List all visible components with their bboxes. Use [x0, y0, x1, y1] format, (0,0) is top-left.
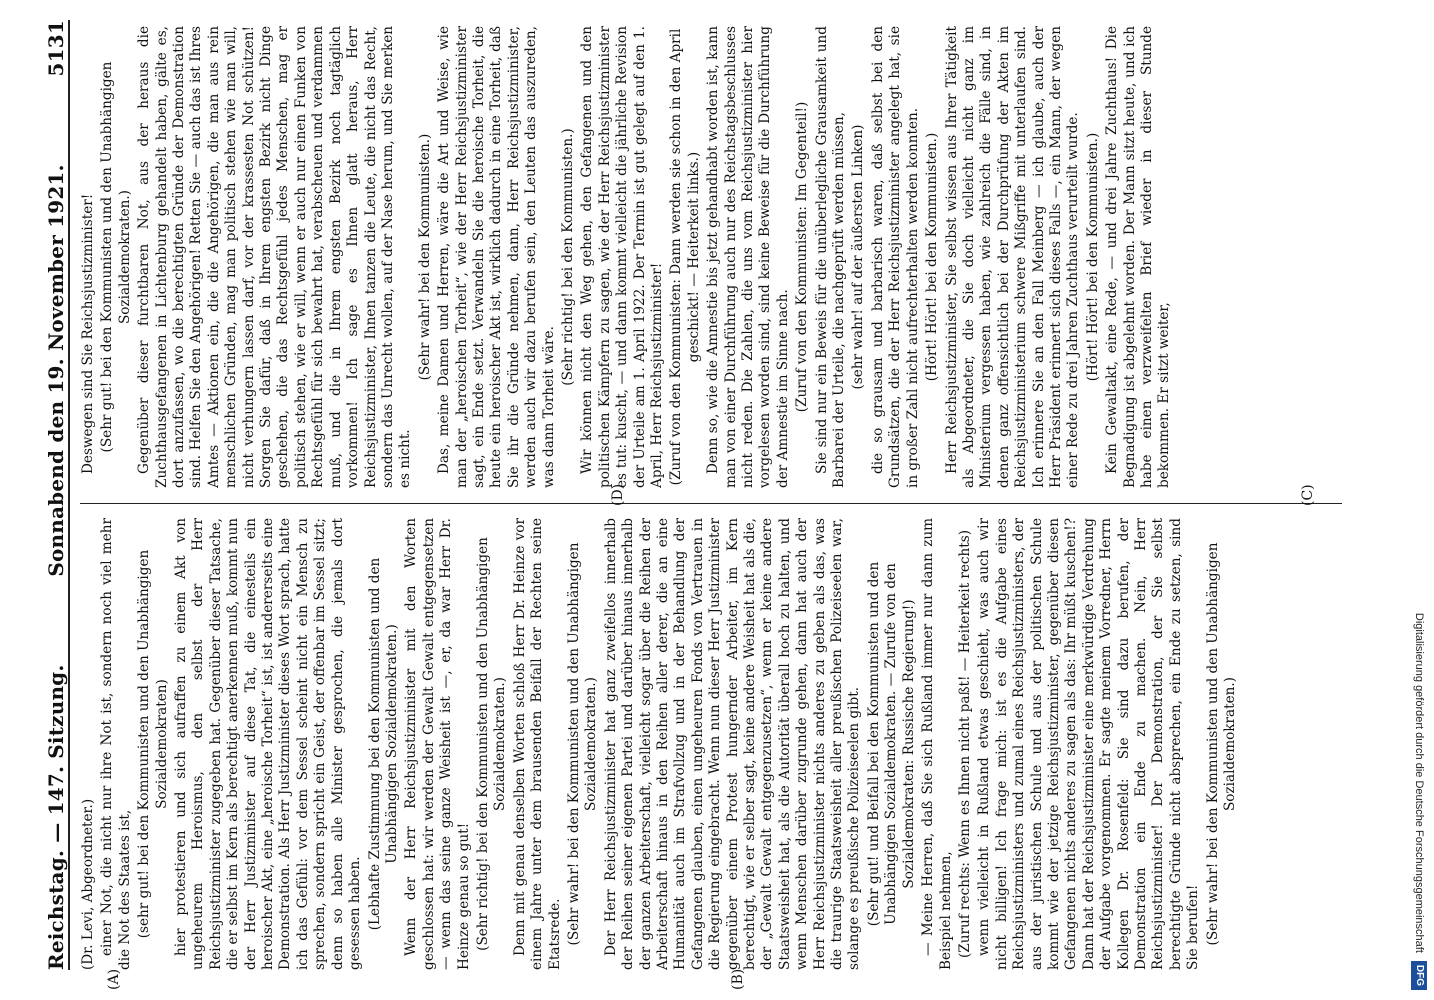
- margin-marker-d: (D): [610, 483, 626, 506]
- paragraph: (Sehr wahr! bei den Kommunisten.): [416, 133, 433, 381]
- paragraph: — Meine Herren, daß Sie sich Rußland immer nur dann zum Beispiel nehmen,: [920, 518, 954, 970]
- page-number: 5131: [44, 20, 68, 77]
- paragraph: (sehr wahr! auf der äußersten Linken): [850, 124, 867, 390]
- paragraph: Kein Gewaltakt, eine Rede, — und drei Jahre Zuchthaus! Die Begnadigung ist abgelehnt worden. Der Mann sitzt heute, und ich habe einen verzweifelten Brief wieder in dieser Stunde bekommen. Er sitzt weiter,: [1104, 26, 1173, 488]
- paragraph: Wir können nicht den Weg gehen, den Gefangenen und den politischen Kämpfern zu sagen, wie der Herr Reichsjustizminister es tut: kuscht, — und dann kommt vielleicht die jährliche Revision der Urteile am 1. April 1922. Der Termin ist gut gelegt auf den 1. April, Herr Reichsjustizminister!: [579, 26, 665, 488]
- paragraph: Das, meine Damen und Herren, wäre die Art und Weise, wie man der „heroischen Torheit“, wie der Herr Reichsjustizminister sagt, ein Ende setzt. Verwandeln Sie die heroische Torheit, die heute ein heroischer Akt ist, wirklich dadurch in eine Torheit, daß Sie ihr die Gründe nehmen, dann, Herr Reichsjustizminister, werden auch wir dazu berufen sein, den Leuten das auszureden, was dann Torheit wäre.: [436, 26, 557, 488]
- header-date: Sonnabend den 19. November 1921.: [44, 164, 68, 577]
- paragraph: (Sehr wahr! bei den Kommunisten und den Unabhängigen Sozialdemokraten.): [565, 542, 600, 946]
- paragraph: die so grausam und barbarisch waren, daß selbst bei den Grundsätzen, die der Herr Reichsjustizminister angelegt hat, sie in großer Zahl nicht aufrechterhalten werden konnten.: [869, 26, 921, 488]
- paragraph: wenn vielleicht in Rußland etwas geschieht, was auch wir nicht billigen! Ich frage mich: ist es die Aufgabe eines Reichsjustizministers und zumal eines Reichsjustizministers, der aus der juristischen Schule und aus der politischen Schule kommt wie der jetzige Reichsjustizminister, gegenüber diesen Gefangenen nichts anderes zu sagen als das: Ihr müßt kuschen!? Dann hat der Reichsjustizminister eine merkwürdige Verdrehung der Aufgabe vorgenommen. Er sagte meinem Vorredner, Herrn Kollegen Dr. Rosenfeld: Sie sind dazu berufen, der Demonstration ein Ende zu machen. Nein, Herr Reichsjustizminister! Der Demonstration, der Sie selbst berechtigte Gründe nicht absprechen, ein Ende zu setzen, sind Sie berufen!: [976, 518, 1202, 970]
- paragraph: Der Herr Reichsjustizminister hat ganz zweifellos innerhalb der Reihen seiner eigenen Partei und darüber hinaus innerhalb der ganzen Arbeiterschaft, vielleicht sogar über die Reihen der Arbeiterschaft hinaus in den Reihen aller derer, die an eine Humanität auch im Strafvollzug und in der Behandlung der Gefangenen glauben, einen ungeheuren Fonds von Vertrauen in die Regierung eingebracht. Wenn nun dieser Herr Justizminister gegenüber einem Protest hungernder Arbeiter, im Kern berechtigt, wie er selber sagt, keine andere Weisheit hat als die, der „Gewalt Gewalt entgegenzusetzen“, wenn er keine andere Staatsweisheit hat, als die Autorität überall hoch zu halten, und wenn Menschen darüber zugrunde gehen, dann hat auch der Herr Reichsjustizminister nichts anderes zu geben als das, was die traurige Staatsweisheit aller preußischen Polizeiseelen war, solange es preußische Polizeiseelen gibt.: [602, 518, 863, 970]
- paragraph: Sie sind nur ein Beweis für die unüberlegliche Grausamkeit und Barbarei der Urteile, die nachgeprüft werden müssen,: [813, 26, 848, 488]
- paragraph: Gegenüber dieser furchtbaren Not, aus der heraus die Zuchthausgefangenen in Lichtenburg gehandelt haben, gälte es, dort anzufassen, wo die berechtigten Gründe der Demonstration sind. Helfen Sie den Angehörigen! Retten Sie — auch das ist Ihres Amtes — Aktionen ein, die die Angehörigen, die man aus rein menschlichen Gründen, mag man politisch stehen wie man will, nicht verhungern lassen darf, vor der krassesten Not schützen! Sorgen Sie dafür, daß in Ihrem engsten Bezirk nicht Dinge geschehen, die das Rechtsgefühl jedes Menschen, mag er politisch stehen, wie er will, wenn er auch nur einen Funken von Rechtsgefühl für sich bewahrt hat, verabscheuen und verdammen muß, und die in Ihrem engsten Bezirk noch tagtäglich vorkommen! Ich sage es Ihnen glatt heraus, Herr Reichsjustizminister, Ihnen tanzen die Leute, die nicht das Recht, sondern das Unrecht wollen, auf der Nase herum, und Sie merken es nicht.: [136, 26, 414, 488]
- paragraph: Denn so, wie die Amnestie bis jetzt gehandhabt worden ist, kann man von einer Durchführung auch nur des Reichstagsbeschlusses nicht reden. Die Zahlen, die uns vom Reichsjustizminister hier vorgelesen worden sind, sind keine Beweise für die Durchführung der Amnestie im Sinne nach.: [705, 26, 791, 488]
- paragraph: (Sehr gut! und Beifall bei den Kommunisten und den Unabhängigen Sozialdemokraten. — Zurufe von den Sozialdemokraten: Russische Regierung!): [865, 561, 917, 927]
- dfg-logo: DFG: [1411, 961, 1427, 990]
- paragraph: (Lebhafte Zustimmung bei den Kommunisten und den Unabhängigen Sozialdemokraten.): [366, 557, 400, 931]
- digitization-sidebar: [1406, 10, 1432, 990]
- margin-marker-c: (C): [1300, 484, 1316, 506]
- margin-marker-a: (A): [106, 968, 122, 990]
- paragraph: Herr Reichsjustizminister, Sie selbst wissen aus Ihrer Tätigkeit als Abgeordneter, die Sie doch vielleicht nicht ganz im Ministerium vergessen haben, wie zahlreich die Fälle sind, in denen ganz offensichtlich bei der Durchprüfung der Akten im Reichsjustizministerium schwere Mißgriffe mit unterlaufen sind. Ich erinnere Sie an den Fall Meinberg — ich glaube, auch der Herr Präsident erinnert sich dieses Falls —, ein Mann, der wegen einer Rede zu drei Jahren Zuchthaus verurteilt wurde.: [943, 26, 1082, 488]
- document-page: [10, 10, 1360, 990]
- margin-marker-b: (B): [730, 968, 746, 990]
- paragraph: (Hört! Hört! bei den Kommunisten.): [1084, 132, 1101, 382]
- paragraph: (Sehr richtig! bei den Kommunisten und den Unabhängigen Sozialdemokraten.): [474, 537, 509, 951]
- paragraph: (Zuruf rechts: Wenn es Ihnen nicht paßt! — Heiterkeit rechts): [956, 529, 973, 959]
- paragraph: (Dr. Levi, Abgeordneter.): [80, 798, 96, 970]
- page-header: [34, 20, 70, 970]
- paragraph: Denn mit genau denselben Worten schloß Herr Dr. Heinze vor einem Jahre unter dem brausenden Beifall der Rechten seine Etatsrede.: [511, 518, 563, 970]
- digitization-credit: Digitalisierung gefördert durch die Deutsche Forschungsgemeinschaft: [1413, 612, 1425, 953]
- paragraph: einer Not, die nicht nur ihre Not ist, sondern noch viel mehr die Not des Staates ist,: [99, 518, 133, 970]
- paragraph: (Zuruf von den Kommunisten: Dann werden sie schon in den April geschickt! — Heiterkeit links.): [668, 28, 702, 486]
- paragraph: (Sehr richtig! bei den Kommunisten.): [559, 128, 576, 386]
- paragraph: (Sehr wahr! bei den Kommunisten und den Unabhängigen Sozialdemokraten.): [1204, 542, 1238, 946]
- header-session: Reichstag. — 147. Sitzung.: [44, 664, 68, 970]
- paragraph: hier protestieren und sich aufraffen zu einem Akt von ungeheurem Heroismus, den selbst der Herr Reichsjustizminister zugegeben hat. Gegenüber dieser Tatsache, die er selbst im Kern als berechtigt anerkennen muß, kommt nun der Herr Justizminister auf diese Tat, die einesteils ein heroischer Akt, eine „heroische Torheit“ ist, ist andererseits eine Demonstration. Als Herr Justizminister dieses Wort sprach, hatte ich das Gefühl: vor dem Sessel scheint nicht ein Mensch zu sprechen, sondern spricht ein Geist, der offenbar im Sessel sitzt; denn so haben alle Minister gesprochen, die jemals dort gesessen haben.: [173, 518, 364, 970]
- paragraph: Deswegen sind Sie Reichsjustizminister!: [80, 193, 96, 474]
- left-column: [80, 518, 1342, 970]
- paragraph: Wenn der Herr Reichsjustizminister mit den Worten geschlossen hat: wir werden der Gewalt Gewalt entgegensetzen — wenn das seine ganze Weisheit ist —, er, da war Herr Dr. Heinze genau so gut!: [403, 518, 472, 970]
- paragraph: (Hört! Hört! bei den Kommunisten.): [924, 132, 941, 382]
- paragraph: (Zuruf von den Kommunisten: Im Gegenteil!): [794, 101, 811, 413]
- column-divider: [80, 503, 1342, 504]
- paragraph: (Sehr gut! bei den Kommunisten und den Unabhängigen Sozialdemokraten.): [99, 61, 133, 453]
- right-column: [80, 26, 1342, 488]
- paragraph: (sehr gut! bei den Kommunisten und den Unabhängigen Sozialdemokraten): [136, 549, 170, 939]
